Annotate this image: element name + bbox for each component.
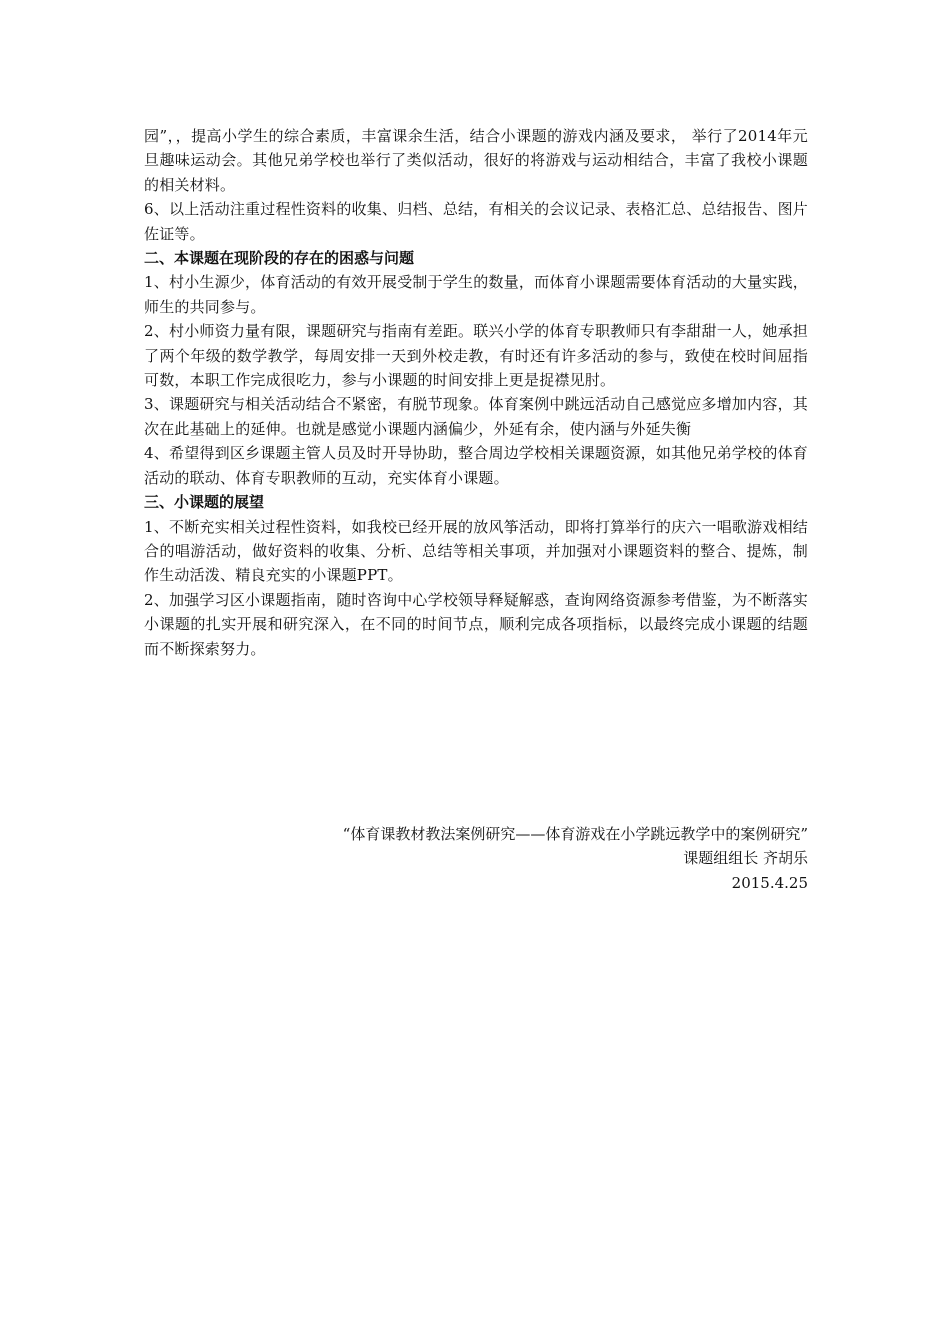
section-heading-problems: 二、本课题在现阶段的存在的困惑与问题	[144, 249, 415, 268]
paragraph-outlook-2: 2、加强学习区小课题指南，随时咨询中心学校领导释疑解惑，查询网络资源参考借鉴，为不断落实小课题的扎实开展和研究深入，在不同的时间节点，顺利完成各项指标，以最终完成小课题的结题而不断探索努力。	[144, 590, 808, 658]
paragraph-item-6: 6、以上活动注重过程性资料的收集、归档、总结，有相关的会议记录、表格汇总、总结报告、图片佐证等。	[144, 200, 808, 243]
section-heading-outlook: 三、小课题的展望	[144, 493, 265, 512]
paragraph-problem-4: 4、希望得到区乡课题主管人员及时开导协助，整合周边学校相关课题资源，如其他兄弟学校的体育活动的联动、体育专职教师的互动，充实体育小课题。	[144, 444, 808, 487]
paragraph-activity-summary: 园”，，提高小学生的综合素质，丰富课余生活，结合小课题的游戏内涵及要求， 举行了2014年元旦趣味运动会。其他兄弟学校也举行了类似活动，很好的将游戏与运动相结合，丰富了我校小课题的相关材料。	[144, 127, 808, 194]
project-title: “体育课教材教法案例研究——体育游戏在小学跳远教学中的案例研究”	[342, 825, 808, 843]
paragraph-problem-3: 3、课题研究与相关活动结合不紧密，有脱节现象。体育案例中跳远活动自己感觉应多增加内容，其次在此基础上的延伸。也就是感觉小课题内涵偏少，外延有余，使内涵与外延失衡	[144, 395, 808, 438]
document-body	[144, 124, 808, 661]
signature-block	[343, 822, 808, 895]
date-line: 2015.4.25	[731, 873, 808, 892]
author-line: 课题组组长 齐胡乐	[683, 849, 808, 868]
paragraph-outlook-1: 1、不断充实相关过程性资料，如我校已经开展的放风筝活动，即将打算举行的庆六一唱歌游戏相结合的唱游活动，做好资料的收集、分析、总结等相关事项，并加强对小课题资料的整合、提炼，制作生动活泼、精良充实的小课题PPT。	[144, 517, 808, 585]
paragraph-problem-1: 1、村小生源少，体育活动的有效开展受制于学生的数量，而体育小课题需要体育活动的大量实践，师生的共同参与。	[144, 273, 808, 316]
paragraph-problem-2: 2、村小师资力量有限，课题研究与指南有差距。联兴小学的体育专职教师只有李甜甜一人，她承担了两个年级的数学教学，每周安排一天到外校走教，有时还有许多活动的参与，致使在校时间屈指可数，本职工作完成很吃力，参与小课题的时间安排上更是捉襟见肘。	[144, 322, 808, 390]
